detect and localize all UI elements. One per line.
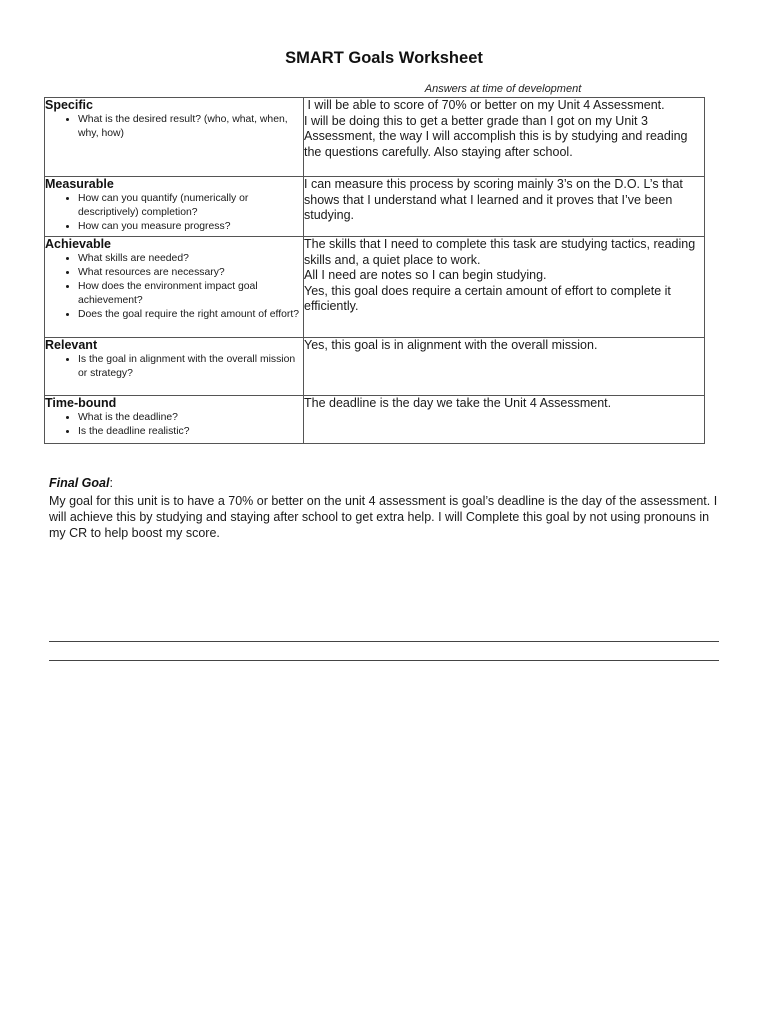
answer-text: The skills that I need to complete this task are studying tactics, reading skills and, a quiet place to work.: [304, 237, 696, 267]
prompt-item: • How can you measure progress?: [78, 220, 303, 234]
answer-text: All I need are notes so I can begin studying.: [304, 268, 547, 283]
category-cell: [45, 98, 304, 177]
answer-text: Yes, this goal is in alignment with the overall mission.: [304, 338, 598, 352]
category-heading: Achievable: [45, 237, 112, 251]
final-goal-section: [49, 474, 719, 542]
answer-cell: [304, 338, 705, 396]
prompt-item: • How does the environment impact goal achievement?: [78, 280, 303, 308]
answers-caption: Answers at time of development: [424, 83, 582, 95]
table-row-achievable: [45, 237, 705, 338]
answer-text: I can measure this process by scoring mainly 3’s on the D.O. L’s that shows that I understand what I learned and it proves that I’ve been studying.: [304, 177, 683, 223]
category-cell: [45, 177, 304, 237]
prompt-list: [45, 411, 303, 439]
table-row-time-bound: [45, 396, 705, 444]
prompt-item: • Is the goal in alignment with the overall mission or strategy?: [78, 353, 303, 381]
smart-goals-table: [44, 97, 705, 444]
category-heading: Relevant: [45, 338, 98, 352]
page-title: SMART Goals Worksheet: [285, 49, 483, 67]
answer-text: I will be able to score of 70% or better on my Unit 4 Assessment.: [304, 98, 665, 112]
category-heading: Measurable: [45, 177, 114, 191]
category-cell: [45, 338, 304, 396]
category-heading: Time-bound: [45, 396, 117, 410]
final-goal-text: My goal for this unit is to have a 70% or better on the unit 4 assessment is goal’s deadline is the day of the assessment. I will achieve this by studying and staying after school to get extra help. I will Complete this goal by not using pronouns in my CR to help boost my score.: [49, 494, 718, 541]
answer-cell: [304, 237, 705, 338]
prompt-item: • What skills are needed?: [78, 252, 303, 266]
category-heading: Specific: [45, 98, 93, 112]
table-row-measurable: [45, 177, 705, 237]
prompt-item: • How can you quantify (numerically or descriptively) completion?: [78, 192, 303, 220]
prompt-list: [45, 113, 303, 141]
prompt-list: [45, 252, 303, 322]
writing-line: [49, 660, 719, 661]
prompt-list: [45, 192, 303, 234]
prompt-item: • What resources are necessary?: [78, 266, 303, 280]
category-cell: [45, 396, 304, 444]
prompt-list: [45, 353, 303, 381]
answer-cell: [304, 396, 705, 444]
category-cell: [45, 237, 304, 338]
final-goal-label: Final Goal: [49, 476, 110, 490]
answer-text: Yes, this goal does require a certain amount of effort to complete it efficiently.: [304, 283, 671, 314]
final-goal-colon: :: [109, 476, 113, 490]
prompt-item: • Does the goal require the right amount of effort?: [78, 308, 303, 322]
prompt-item: • What is the deadline?: [78, 411, 303, 425]
table-row-relevant: [45, 338, 705, 396]
prompt-item: • Is the deadline realistic?: [78, 425, 303, 439]
answer-cell: [304, 177, 705, 237]
writing-line: [49, 641, 719, 642]
answer-cell: [304, 98, 705, 177]
table-row-specific: [45, 98, 705, 177]
answer-text: I will be doing this to get a better grade than I got on my Unit 3 Assessment, the way I will accomplish this is by studying and reading the questions carefully. Also staying after school.: [304, 113, 688, 159]
answer-text: The deadline is the day we take the Unit 4 Assessment.: [304, 396, 612, 410]
prompt-item: • What is the desired result? (who, what, when, why, how): [78, 113, 303, 141]
